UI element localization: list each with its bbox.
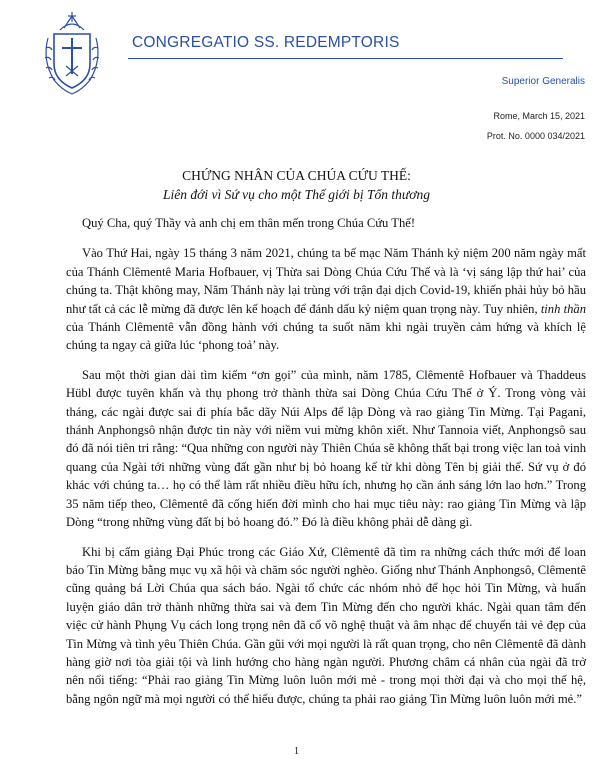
- title-subtitle: Liên đới vì Sứ vụ cho một Thế giới bị Tổn thương: [163, 187, 430, 202]
- paragraph-3: [66, 543, 586, 709]
- paragraph-text: Vào Thứ Hai, ngày 15 tháng 3 năm 2021, chúng ta bế mạc Năm Thánh kỷ niệm 200 năm ngày mất của Thánh Clêmentê Maria Hofbauer, vị Thừa sai Dòng Chúa Cứu Thế và là ‘vị sáng lập thứ hai’ của chúng ta. Thật không may, Năm Thánh này lại trùng với trận đại dịch Covid-19, khiến phải hủy bỏ hầu như tất cả các lễ mừng đã được lên kế hoạch để đánh dấu kỷ niệm quan trọng này. Tuy nhiên,: [66, 246, 586, 316]
- paragraph-text: Khi bị cấm giảng Đại Phúc trong các Giáo Xứ, Clêmentê đã tìm ra những cách thức mới để loan báo Tin Mừng bằng mục vụ xã hội và chăm sóc người nghèo. Giống như Thánh Anphongsô, Clêmentê cũng quảng bá Lời Chúa qua sách báo. Ngài tổ chức các nhóm nhỏ để học hỏi Tin Mừng, và huấn luyện giáo dân trở thành những thừa sai và đem Tin Mừng đến cho người khác. Ngài quan tâm đến việc cử hành Phụng Vụ cách long trọng nên đã cổ võ nghệ thuật và âm nhạc để chuyển tải vẻ đẹp của Tin Mừng và tình yêu Thiên Chúa. Gần gũi với mọi người là rất quan trọng, cho nên Clêmentê đã dành hàng giờ nơi tòa giải tội và linh hướng cho hàng ngàn người. Phương châm cá nhân của ngài đã trở nên nổi tiếng: “Phải rao giảng Tin Mừng luôn luôn mới mẻ - trong mọi thời đại và cho mọi thế hệ, bằng ngôn ngữ mà mọi người có thể hiểu được, chúng ta phải rao giảng Tin Mừng luôn luôn mới mẻ.”: [66, 544, 586, 706]
- title-main: CHỨNG NHÂN CỦA CHÚA CỨU THẾ:: [182, 168, 411, 183]
- office-title: Superior Generalis: [501, 76, 585, 87]
- page-number: 1: [294, 746, 299, 757]
- letter-date: Rome, March 15, 2021: [493, 111, 585, 121]
- protocol-number: Prot. No. 0000 034/2021: [486, 131, 585, 141]
- congregation-crest-logo: [40, 8, 104, 98]
- paragraph-1: [66, 244, 586, 354]
- header-divider: [128, 58, 563, 59]
- paragraph-text: Sau một thời gian dài tìm kiếm “ơn gọi” của mình, năm 1785, Clêmentê Hofbauer và Thaddeus Hübl được tuyên khấn và thụ phong trở thành thừa sai Dòng Chúa Cứu Thế ở Ý. Trong vòng vài tháng, các ngài được sai đi phía bắc dãy Núi Alps để lập Dòng và rao giảng Tin Mừng. Tại Pagani, thánh Anphongsô nhận được tin này với niềm vui mừng khôn xiết. Như Tannoia viết, Anphongsô sau đó đã nói tiên tri rằng: “Qua những con người này Thiên Chúa sẽ không thất bại trong việc lan toả vinh quang của Ngài tới những vùng đất gần như bị bỏ hoang kể từ khi dòng Tên bị giải thể. Sứ vụ ở đó khác với chúng ta… họ có thể làm rất nhiều điều hữu ích, nhưng họ cần ánh sáng lớn lao hơn.” Trong 35 năm tiếp theo, Clêmentê đã cống hiến đời mình cho hai mục tiêu này: rao giảng Tin Mừng và lập Dòng “trong những vùng đất bị bỏ hoang đó.” Đó là điều không phải dễ dàng gì.: [66, 367, 586, 530]
- organization-name: CONGREGATIO SS. REDEMPTORIS: [132, 34, 400, 51]
- paragraph-2: [66, 366, 586, 532]
- paragraph-text: của Thánh Clêmentê vẫn đồng hành với chúng ta suốt năm khi ngài truyền cảm hứng và khích lệ chúng ta ngay cả giữa lúc ‘phong toả’ này.: [66, 320, 586, 353]
- paragraph-emphasis: tinh thần: [540, 301, 586, 316]
- dateline: [487, 106, 585, 146]
- letter-title: [0, 166, 593, 204]
- salutation: Quý Cha, quý Thầy và anh chị em thân mến trong Chúa Cứu Thế!: [82, 216, 416, 230]
- letter-body: [66, 214, 586, 719]
